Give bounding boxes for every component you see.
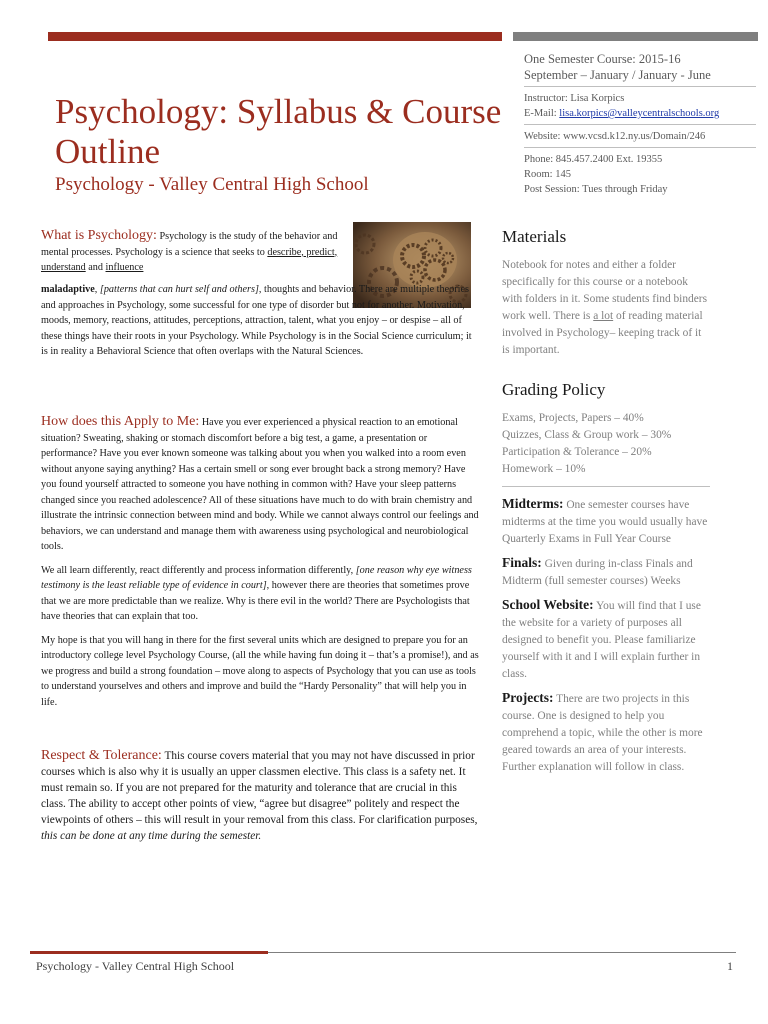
text: [patterns that can hurt self and others] <box>99 284 259 295</box>
course-info-block <box>524 51 764 197</box>
email-label: E-Mail: <box>524 108 560 119</box>
footer-accent-bar <box>30 951 268 954</box>
page-subtitle: Psychology - Valley Central High School <box>55 174 369 195</box>
footer-school-name: Psychology - Valley Central High School <box>36 959 235 973</box>
text: Have you ever experienced a physical reaction to an emotional situation? Sweating, shaking or stomach discomfort before a big test, a game, a presentation or performance? Have you ever known someone was talking about you when you walked into a room even without anyone saying anything? Has a certain smell or song ever brought back a strong memory? Have you found yourself attracted to someone you have nothing in common with? Have your sleep patterns changed since you reached adolescence? All of these situations have much to do with brain chemistry and illustrate the intrinsic connection between mind and body. While we cannot always control our feelings and behaviors, we can understand and manage them with awareness using psychological and neurobiological tools. <box>41 417 479 552</box>
text: , however there are theories that sometimes prove that we are more predictable than we realize. Why is there evil in the world? There are Psychologists that have theories that can explain that too. <box>41 580 470 622</box>
instructor: Instructor: Lisa Korpics <box>524 93 625 104</box>
post-session-line: Post Session: Tues through Friday <box>524 184 668 195</box>
respect-heading: Respect & Tolerance: <box>41 748 162 763</box>
text: , thoughts and behavior. There are multiple theories and approaches in Psychology, some successful for one type of disorder but not for another. Motivation, moods, memory, reactions, attitudes, perceptions, attraction, talent, what you enjoy – or despise – all of these things have their roots in your Psychology. While Psychology is in the Social Science curriculum; it is in reality a Behavioral Science that often overlaps with the Natural Sciences. <box>41 284 472 357</box>
text: and <box>85 262 106 273</box>
what-is-psychology-heading: What is Psychology: <box>41 228 157 243</box>
text: Given during in-class Finals and Midterm (full semester courses) Weeks <box>502 558 693 587</box>
course-term: One Semester Course: 2015-16 <box>524 52 681 66</box>
right-column <box>502 228 710 776</box>
grading-item: Quizzes, Class & Group work – 30% <box>502 429 672 441</box>
apply-section <box>41 414 479 718</box>
what-is-psychology-continued <box>41 282 479 360</box>
top-gray-bar <box>513 32 758 41</box>
grading-heading: Grading Policy <box>502 380 606 399</box>
what-is-psychology-paragraph <box>41 228 479 276</box>
divider <box>524 86 756 87</box>
finals-text <box>502 554 710 590</box>
school-website-text <box>502 596 710 683</box>
learn-paragraph <box>41 563 479 625</box>
respect-section <box>41 748 479 844</box>
email-line <box>524 106 764 121</box>
text: Psychology is the study of the behavior and mental processes. Psychology is a science that seeks to <box>41 231 338 258</box>
materials-text <box>502 257 710 359</box>
phone-line: Phone: 845.457.2400 Ext. 19355 <box>524 154 663 165</box>
divider <box>524 124 756 125</box>
room-line: Room: 145 <box>524 169 571 180</box>
grading-item: Exams, Projects, Papers – 40% <box>502 412 644 424</box>
apply-paragraph <box>41 414 479 555</box>
text: We all learn differently, react differently and process information differently, <box>41 564 356 576</box>
hope-paragraph: My hope is that you will hang in there for the first several units which are designed to prepare you for an introductory college level Psychology Course, (all the while having fun doing it – that’s a promise!), and as we progress and build a strong foundation – move along to aspects of Psychology that you can use as tools to understand yourselves and others and improve and build the “Hardy Personality” that will help you in life. <box>41 634 479 708</box>
footer-rule <box>268 952 736 953</box>
text: influence <box>105 262 144 273</box>
text: Notebook for notes and either a folder specifically for this course or a notebook with folders in it. Some students find binders work well. There is <box>502 259 708 322</box>
materials-heading: Materials <box>502 227 567 246</box>
course-months: September – January / January - June <box>524 68 711 82</box>
text: One semester courses have midterms at the time you would usually have Quarterly Exams in Full Year Course <box>502 499 708 545</box>
text: There are two projects in this course. One is designed to help you comprehend a topic, while the other is more geared towards an area of your interests. Further explanation will follow in class. <box>502 693 703 773</box>
text: a lot <box>593 310 614 322</box>
grading-item: Homework – 10% <box>502 463 586 475</box>
top-accent-bar <box>48 32 502 41</box>
divider <box>524 147 756 148</box>
midterms-label: Midterms: <box>502 496 564 511</box>
midterms-text <box>502 495 710 548</box>
divider <box>502 486 710 487</box>
finals-label: Finals: <box>502 555 542 570</box>
school-website-label: School Website: <box>502 597 594 612</box>
projects-text <box>502 689 710 776</box>
text: This course covers material that you may not have discussed in prior courses which is also why it is usually an upper classmen elective. This class is a safety net. It must remain so. If you are not prepared for the maturity and tolerance that are crucial in this class. The ability to accept other points of view, “agree but disagree” politely and respect the viewpoints of others – this will result in your removal from this class. For clarification purposes, <box>41 750 478 826</box>
email-link[interactable]: lisa.korpics@valleycentralschools.org <box>559 108 720 119</box>
text: You will find that I use the website for a variety of purposes all designed to benefit you. Please familiarize yourself with it and I will explain further in class. <box>502 600 701 680</box>
grading-item: Participation & Tolerance – 20% <box>502 446 652 458</box>
page-title: Psychology: Syllabus & Course Outline <box>55 92 502 171</box>
apply-heading: How does this Apply to Me: <box>41 414 200 429</box>
text: this can be done at any time during the semester. <box>41 830 262 842</box>
website-line: Website: www.vcsd.k12.ny.us/Domain/246 <box>524 131 706 142</box>
text: , <box>94 284 100 295</box>
page-number: 1 <box>727 959 733 973</box>
text: of reading material involved in Psychology– keeping track of it is important. <box>502 310 703 356</box>
text: maladaptive <box>41 284 95 295</box>
left-column <box>41 228 479 284</box>
text: [one reason why eye witness testimony is the least reliable type of evidence in court] <box>41 564 472 591</box>
projects-label: Projects: <box>502 690 554 705</box>
text: describe, predict, understand <box>41 246 338 273</box>
